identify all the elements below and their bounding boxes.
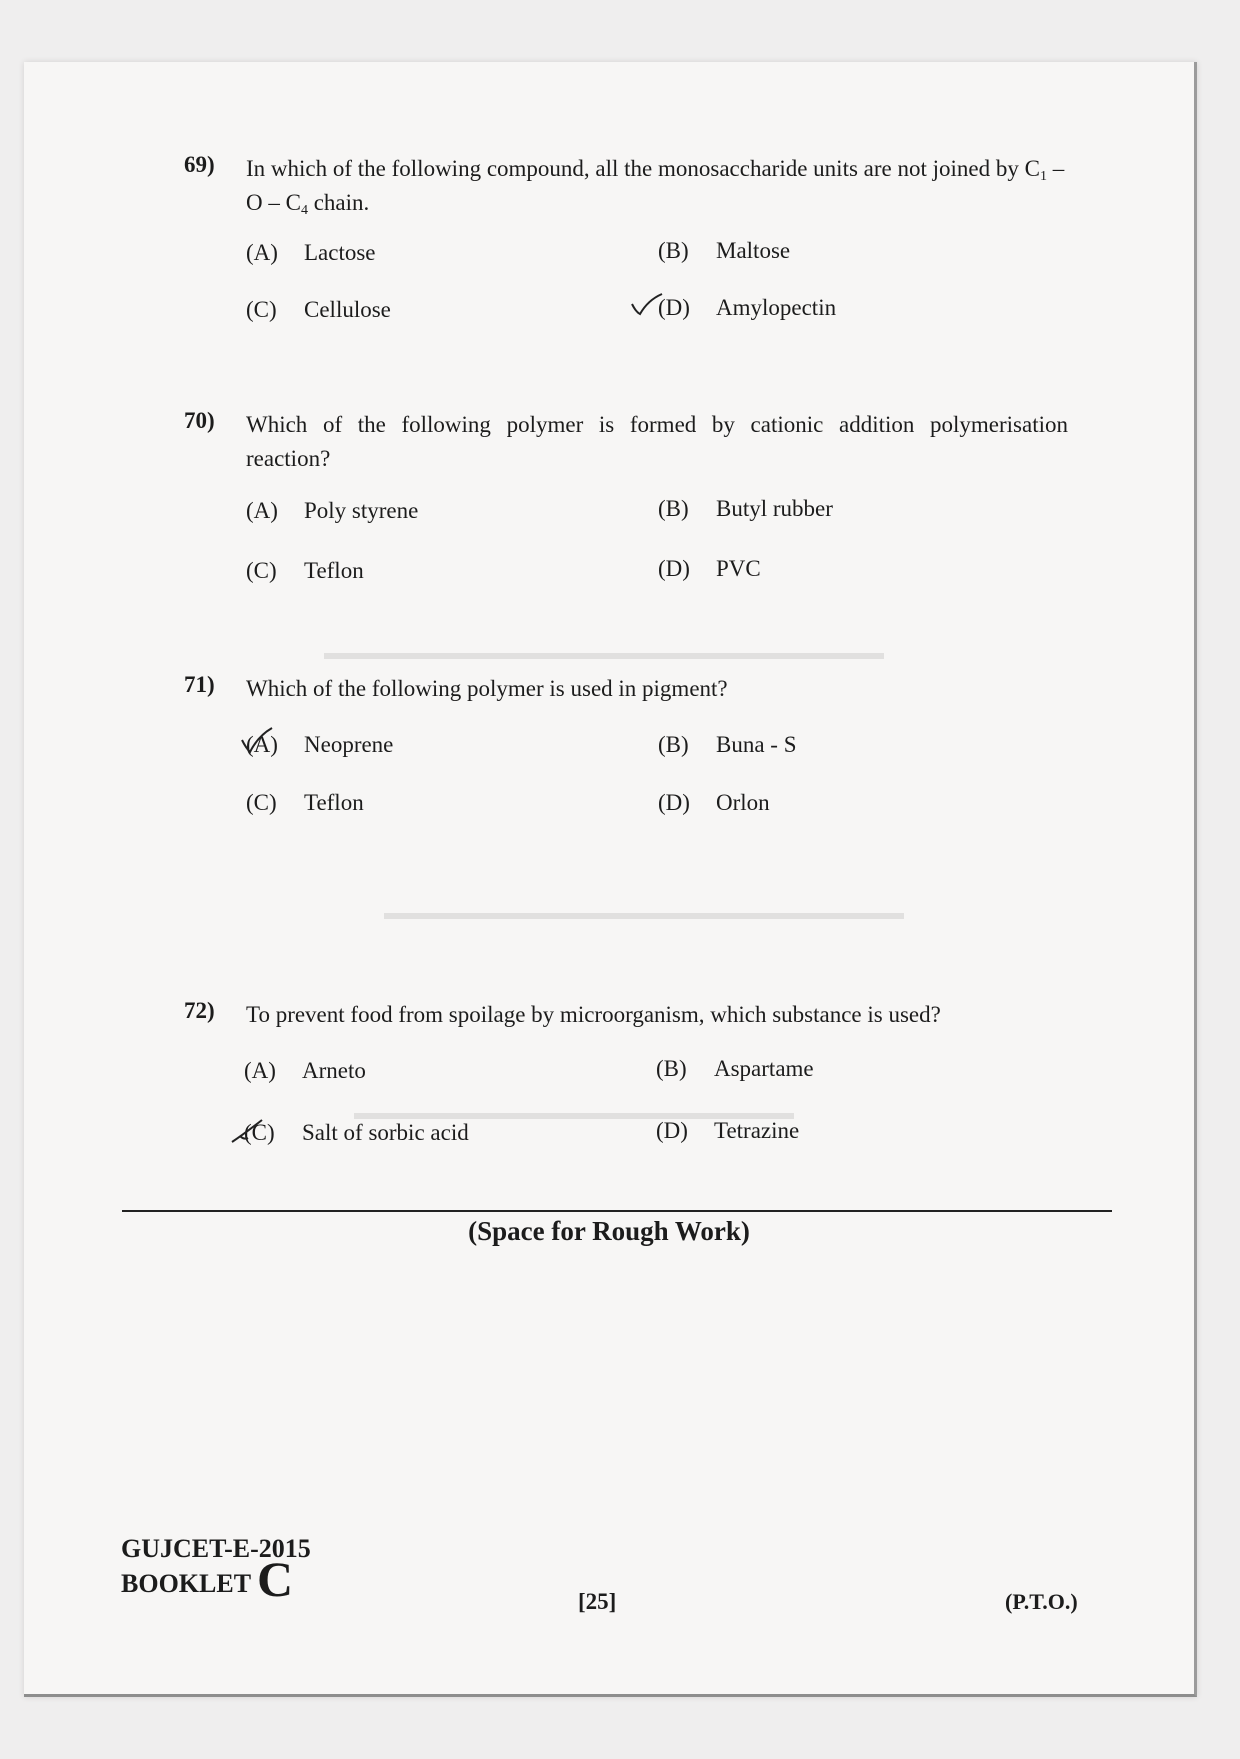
rough-work-heading: (Space for Rough Work)	[468, 1216, 750, 1246]
option-letter: (A)	[246, 732, 278, 757]
question-number: 71)	[184, 672, 215, 697]
bleed-through-text: ▬▬▬▬▬▬▬▬▬▬▬▬▬▬▬▬▬▬▬▬▬▬▬▬▬▬	[384, 902, 904, 924]
option-text: Buna - S	[716, 732, 797, 757]
handwritten-tick-mark	[630, 290, 664, 318]
option-c[interactable]	[246, 297, 391, 323]
option-letter: (C)	[246, 790, 277, 815]
exam-page	[24, 62, 1197, 1697]
option-text: Orlon	[716, 790, 770, 815]
bleed-through-text: ▬▬▬▬▬▬▬▬▬▬▬▬▬▬▬▬▬▬▬▬▬▬▬▬▬▬▬▬	[324, 642, 884, 664]
option-letter: (A)	[246, 498, 278, 523]
exam-code: GUJCET-E-2015	[121, 1534, 311, 1563]
option-d[interactable]	[656, 1118, 799, 1144]
option-text: Salt of sorbic acid	[302, 1120, 469, 1145]
option-letter: (B)	[656, 1056, 687, 1081]
handwritten-tick-mark	[240, 726, 274, 754]
option-letter: (C)	[246, 297, 277, 322]
option-d[interactable]	[658, 295, 836, 321]
option-letter: (C)	[244, 1120, 275, 1145]
option-text: Aspartame	[714, 1056, 814, 1081]
option-text: Neoprene	[304, 732, 394, 757]
option-letter: (D)	[658, 556, 690, 581]
option-a[interactable]	[244, 1058, 366, 1084]
option-b[interactable]	[658, 238, 790, 264]
booklet-info	[121, 1534, 311, 1607]
option-b[interactable]	[658, 732, 797, 758]
question-text: In which of the following compound, all the monosaccharide units are not joined by $C_1$ – O – $C_4$ chain.	[246, 156, 1065, 218]
option-c[interactable]	[246, 790, 364, 816]
option-a[interactable]	[246, 498, 418, 524]
handwritten-tick-mark	[230, 1116, 264, 1144]
option-letter: (B)	[658, 496, 689, 521]
option-letter: (B)	[658, 238, 689, 263]
option-d[interactable]	[658, 556, 761, 582]
option-text: Cellulose	[304, 297, 391, 322]
option-text: Maltose	[716, 238, 791, 263]
option-text: Teflon	[304, 790, 364, 815]
option-text: Tetrazine	[714, 1118, 800, 1143]
option-letter: (C)	[246, 558, 277, 583]
rough-work-divider	[122, 1210, 1112, 1212]
option-b[interactable]	[658, 496, 833, 522]
option-b[interactable]	[656, 1056, 814, 1082]
option-letter: (D)	[658, 790, 690, 815]
option-letter: (A)	[244, 1058, 276, 1083]
question-number: 70)	[184, 408, 215, 433]
option-text: Poly styrene	[304, 498, 419, 523]
option-text: Teflon	[304, 558, 364, 583]
booklet-code: C	[257, 1551, 294, 1607]
please-turn-over: (P.T.O.)	[1005, 1589, 1078, 1614]
option-d[interactable]	[658, 790, 770, 816]
page-number: [25]	[578, 1589, 617, 1614]
question-number: 69)	[184, 152, 215, 177]
bleed-through-text: ▬▬▬▬▬▬▬▬▬▬▬▬▬▬▬▬▬▬▬▬▬▬	[354, 1102, 794, 1124]
option-letter: (D)	[656, 1118, 688, 1143]
question-text: Which of the following polymer is formed by cationic addition polymerisation reaction?	[246, 412, 1068, 471]
option-letter: (A)	[246, 240, 278, 265]
question-text: To prevent food from spoilage by microorganism, which substance is used?	[246, 1002, 941, 1027]
option-a[interactable]	[246, 240, 376, 266]
option-letter: (D)	[658, 295, 690, 320]
option-c[interactable]	[246, 558, 364, 584]
option-text: Butyl rubber	[716, 496, 833, 521]
question-number: 72)	[184, 998, 215, 1023]
option-letter: (B)	[658, 732, 689, 757]
question-text: Which of the following polymer is used in pigment?	[246, 676, 728, 701]
option-c[interactable]	[244, 1120, 469, 1146]
booklet-label: BOOKLET	[121, 1569, 252, 1598]
booklet-label-row	[121, 1551, 311, 1607]
option-text: Amylopectin	[716, 295, 837, 320]
option-text: PVC	[716, 556, 761, 581]
option-text: Lactose	[304, 240, 376, 265]
option-text: Arneto	[302, 1058, 366, 1083]
